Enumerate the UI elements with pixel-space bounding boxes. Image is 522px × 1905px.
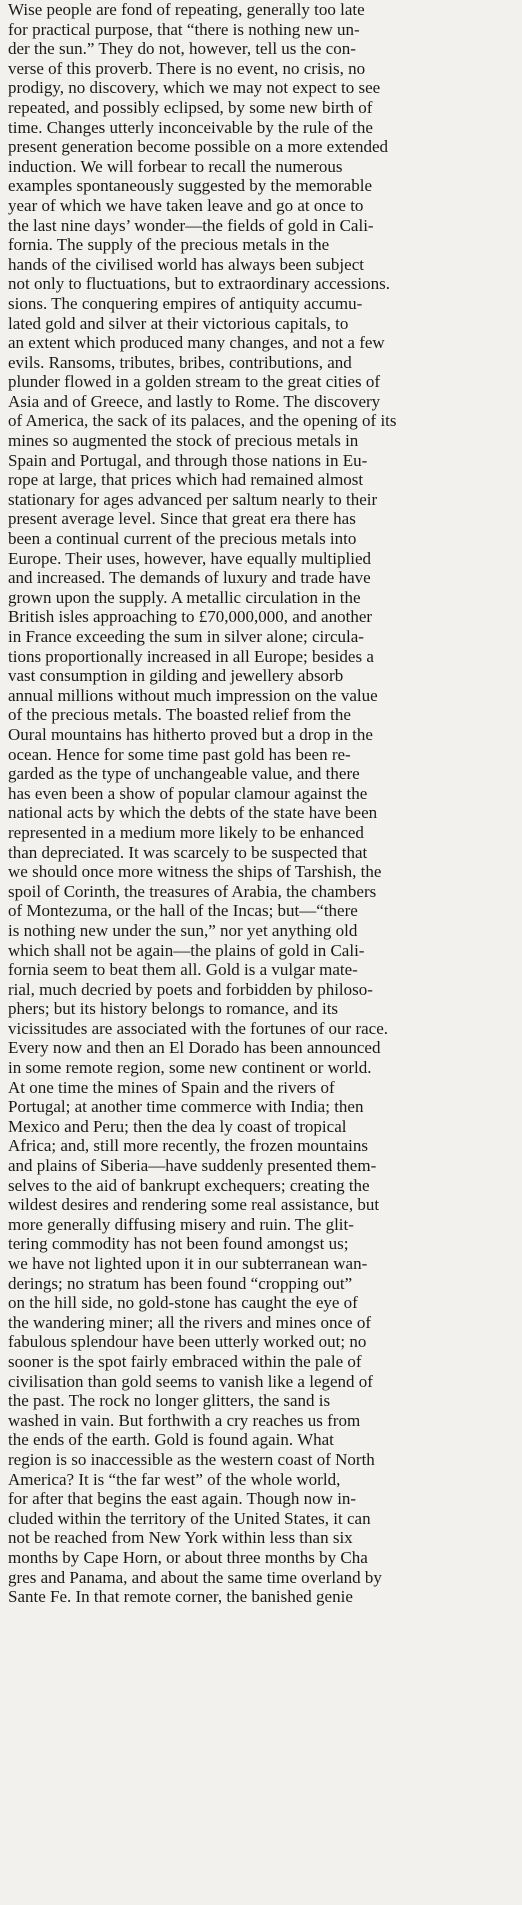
text-line: verse of this proverb. There is no event, no crisis, no: [8, 58, 366, 78]
text-line: Mexico and Peru; then the dea ly coast of tropical: [8, 1116, 347, 1136]
text-line: the wandering miner; all the rivers and mines once of: [8, 1312, 372, 1332]
text-line: which shall not be again—the plains of gold in Cali-: [8, 940, 365, 960]
text-line: plunder flowed in a golden stream to the great cities of: [8, 372, 380, 392]
text-line: phers; but its history belongs to romance, and its: [8, 999, 339, 1019]
text-line: Spain and Portugal, and through those nations in Eu-: [8, 450, 368, 470]
text-line: Oural mountains has hitherto proved but a drop in the: [8, 724, 373, 744]
text-line: Europe. Their uses, however, have equally multiplied: [8, 548, 371, 568]
text-line: repeated, and possibly eclipsed, by some new birth of: [8, 97, 373, 117]
text-line: we have not lighted upon it in our subterranean wan-: [8, 1254, 368, 1273]
text-line: evils. Ransoms, tributes, bribes, contributions, and: [8, 352, 352, 372]
text-line: we should once more witness the ships of Tarshish, the: [8, 862, 382, 882]
text-line: for after that begins the east again. Though now in-: [8, 1489, 357, 1509]
text-line: vast consumption in gilding and jewellery absorb: [8, 666, 344, 686]
text-line: been a continual current of the precious metals into: [8, 529, 357, 549]
text-line: Every now and then an El Dorado has been announced: [8, 1038, 381, 1058]
text-line: rope at large, that prices which had remained almost: [8, 470, 364, 490]
text-line: on the hill side, no gold-stone has caught the eye of: [8, 1293, 358, 1313]
text-line: cluded within the territory of the United States, it can: [8, 1508, 371, 1528]
text-line: region is so inaccessible as the western coast of North: [8, 1449, 375, 1469]
text-line: in France exceeding the sum in silver alone; circula-: [8, 627, 364, 646]
text-line: hands of the civilised world has always been subject: [8, 254, 364, 274]
text-line: ocean. Hence for some time past gold has been re-: [8, 744, 351, 764]
text-line: an extent which produced many changes, and not a few: [8, 333, 385, 353]
text-line: for practical purpose, that “there is nothing new un-: [8, 19, 360, 39]
article-text-column: [8, 0, 514, 1607]
text-line: prodigy, no discovery, which we may not expect to see: [8, 78, 381, 98]
text-line: stationary for ages advanced per saltum nearly to their: [8, 489, 378, 509]
text-line: the past. The rock no longer glitters, the sand is: [8, 1391, 331, 1411]
text-line: more generally diffusing misery and ruin. The glit-: [8, 1214, 354, 1234]
text-line: British isles approaching to £70,000,000, and another: [8, 607, 373, 627]
text-line: rial, much decried by poets and forbidden by philoso-: [8, 979, 373, 999]
text-line: civilisation than gold seems to vanish like a legend of: [8, 1371, 373, 1391]
text-line: vicissitudes are associated with the fortunes of our race.: [8, 1018, 389, 1038]
text-line: garded as the type of unchangeable value, and there: [8, 764, 360, 784]
text-line: Asia and of Greece, and lastly to Rome. The discovery: [8, 391, 381, 411]
text-line: selves to the aid of bankrupt exchequers; creating the: [8, 1175, 370, 1195]
text-line: spoil of Corinth, the treasures of Arabia, the chambers: [8, 881, 377, 901]
text-line: in some remote region, some new continent or world.: [8, 1058, 372, 1078]
text-line: sions. The conquering empires of antiquity accumu-: [8, 293, 363, 313]
text-line: fornia. The supply of the precious metals in the: [8, 235, 330, 255]
text-line: the last nine days’ wonder—the fields of gold in Cali-: [8, 215, 374, 235]
text-line: wildest desires and rendering some real assistance, but: [8, 1195, 380, 1215]
text-line: is nothing new under the sun,” nor yet anything old: [8, 920, 358, 940]
text-line: mines so augmented the stock of precious metals in: [8, 431, 359, 451]
text-line: time. Changes utterly inconceivable by the rule of the: [8, 117, 373, 137]
text-line: annual millions without much impression on the value: [8, 685, 378, 705]
text-line: of America, the sack of its palaces, and the opening of its: [8, 411, 397, 431]
text-line: fornia seem to beat them all. Gold is a vulgar mate-: [8, 960, 358, 980]
text-line: has even been a show of popular clamour against the: [8, 783, 368, 803]
text-line: year of which we have taken leave and go at once to: [8, 195, 364, 215]
text-line: of Montezuma, or the hall of the Incas; but—“there: [8, 901, 358, 921]
text-line: represented in a medium more likely to be enhanced: [8, 822, 364, 842]
text-line: and increased. The demands of luxury and trade have: [8, 568, 371, 588]
text-line: Africa; and, still more recently, the frozen mountains: [8, 1136, 369, 1156]
text-line: present average level. Since that great era there has: [8, 509, 356, 529]
text-line: of the precious metals. The boasted relief from the: [8, 705, 351, 725]
text-line: present generation become possible on a more extended: [8, 137, 389, 157]
text-line: gres and Panama, and about the same time overland by: [8, 1567, 382, 1587]
text-line: examples spontaneously suggested by the memorable: [8, 176, 372, 196]
text-line: tions proportionally increased in all Europe; besides a: [8, 646, 374, 666]
text-line: not only to fluctuations, but to extraordinary accessions.: [8, 274, 390, 294]
text-line: national acts by which the debts of the state have been: [8, 803, 378, 823]
text-line: washed in vain. But forthwith a cry reaches us from: [8, 1410, 361, 1430]
text-line: induction. We will forbear to recall the numerous: [8, 156, 343, 176]
text-line: At one time the mines of Spain and the rivers of: [8, 1077, 335, 1097]
text-line: lated gold and silver at their victorious capitals, to: [8, 313, 349, 333]
text-line: Sante Fe. In that remote corner, the banished genie: [8, 1587, 353, 1607]
text-line: Wise people are fond of repeating, generally too late: [8, 0, 365, 19]
text-line: grown upon the supply. A metallic circulation in the: [8, 587, 361, 607]
text-line: the ends of the earth. Gold is found again. What: [8, 1430, 334, 1450]
text-line: der the sun.” They do not, however, tell us the con-: [8, 39, 356, 59]
text-line: Portugal; at another time commerce with India; then: [8, 1097, 364, 1117]
text-line: sooner is the spot fairly embraced within the pale of: [8, 1351, 362, 1371]
text-line: and plains of Siberia—have suddenly presented them-: [8, 1156, 377, 1176]
text-line: than depreciated. It was scarcely to be suspected that: [8, 842, 368, 862]
text-line: fabulous splendour have been utterly worked out; no: [8, 1332, 367, 1352]
text-line: not be reached from New York within less than six: [8, 1528, 353, 1548]
text-line: months by Cape Horn, or about three months by Cha: [8, 1547, 368, 1567]
text-line: America? It is “the far west” of the whole world,: [8, 1469, 341, 1489]
text-line: derings; no stratum has been found “cropping out”: [8, 1273, 353, 1293]
text-line: tering commodity has not been found amongst us;: [8, 1234, 349, 1254]
